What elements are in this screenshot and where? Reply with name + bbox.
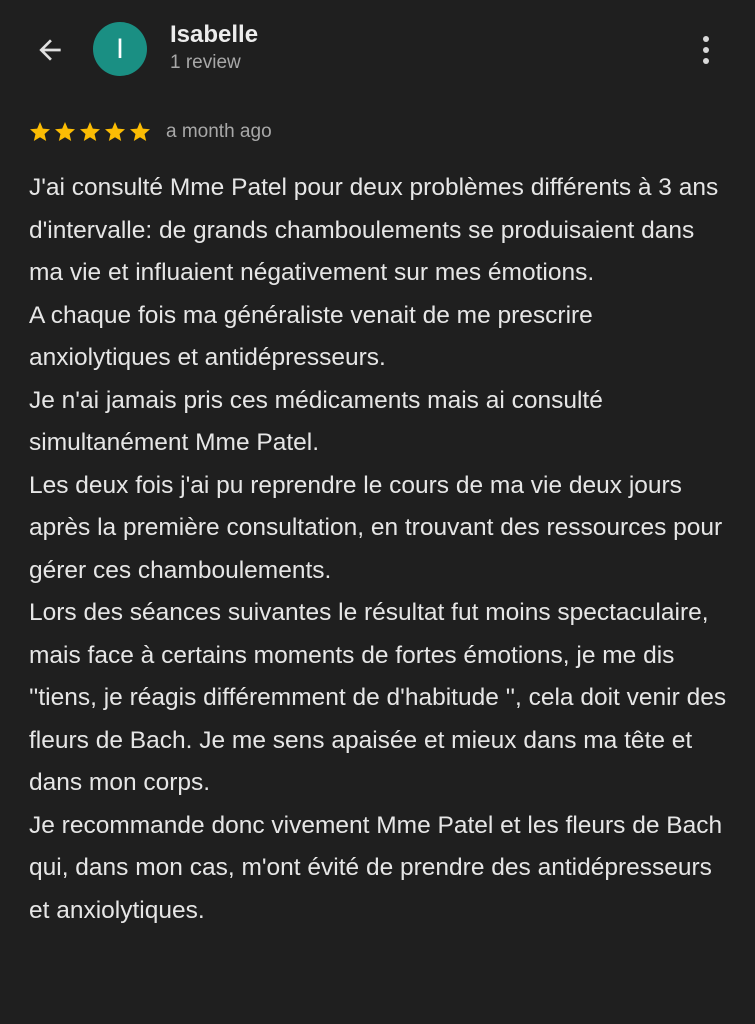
review-paragraph: A chaque fois ma généraliste venait de me prescrire anxiolytiques et antidépresseurs. xyxy=(29,301,593,371)
review-text xyxy=(29,167,734,932)
star-icon xyxy=(28,120,52,144)
more-options-button[interactable] xyxy=(690,30,722,70)
back-button[interactable] xyxy=(30,32,70,68)
avatar-initial: I xyxy=(116,33,124,65)
more-vert-icon xyxy=(703,36,709,64)
star-icon xyxy=(103,120,127,144)
star-icon xyxy=(78,120,102,144)
reviewer-review-count: 1 review xyxy=(170,52,241,73)
star-icon xyxy=(128,120,152,144)
arrow-back-icon xyxy=(34,34,66,66)
avatar[interactable] xyxy=(93,22,147,76)
review-paragraph: Lors des séances suivantes le résultat fut moins spectaculaire, mais face à certains moments de fortes émotions, je me dis ''tiens, je réagis différemment de d'habitude '', cela doit venir des fleurs de Bach. Je me sens apaisée et mieux dans ma tête et dans mon corps. xyxy=(29,599,727,796)
review-paragraph: J'ai consulté Mme Patel pour deux problèmes différents à 3 ans d'intervalle: de grands chamboulements se produisaient dans ma vie et influaient négativement sur mes émotions. xyxy=(29,174,719,286)
rating-row xyxy=(28,117,272,147)
reviewer-name[interactable]: Isabelle xyxy=(170,21,259,48)
review-paragraph: Je n'ai jamais pris ces médicaments mais ai consulté simultanément Mme Patel. xyxy=(29,386,603,456)
review-paragraph: Je recommande donc vivement Mme Patel et les fleurs de Bach qui, dans mon cas, m'ont évité de prendre des antidépresseurs et anxiolytiques. xyxy=(29,811,723,924)
star-rating xyxy=(28,120,152,144)
star-icon xyxy=(53,120,77,144)
review-paragraph: Les deux fois j'ai pu reprendre le cours de ma vie deux jours après la première consultation, en trouvant des ressources pour gérer ces chamboulements. xyxy=(29,471,723,584)
review-header xyxy=(0,0,755,100)
review-time: a month ago xyxy=(166,121,272,142)
